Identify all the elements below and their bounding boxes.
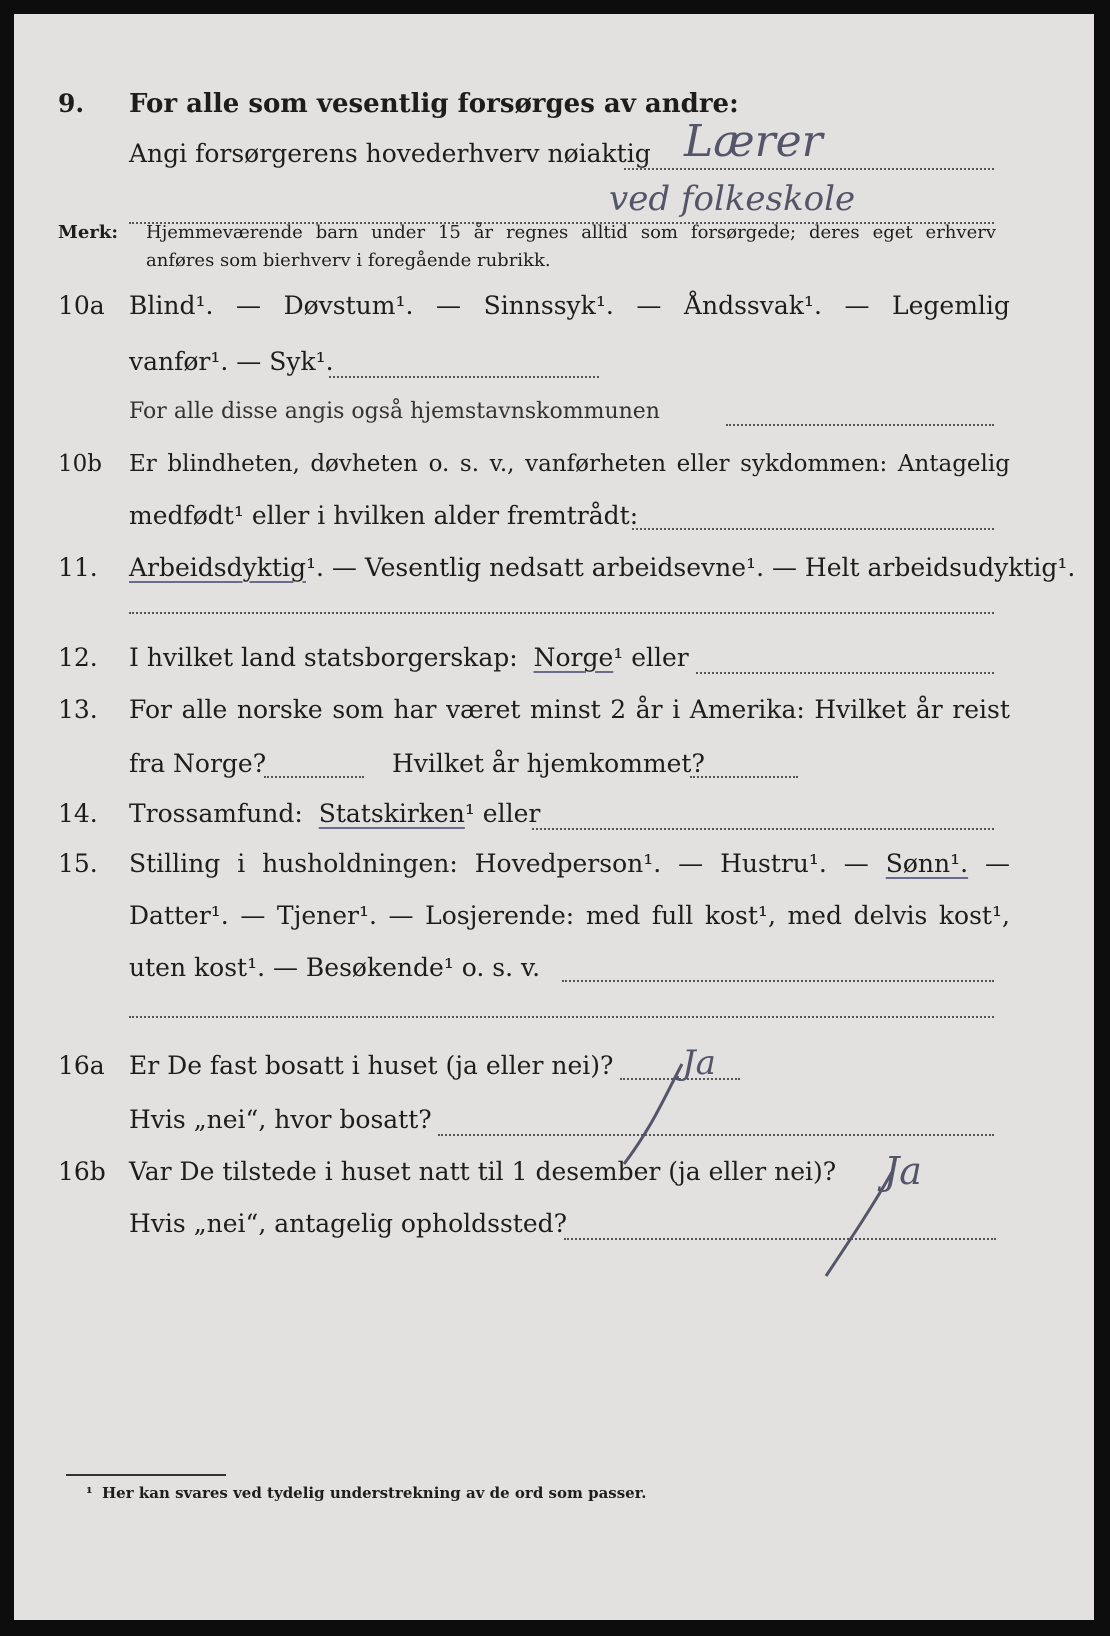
q9-title: For alle som vesentlig forsørges av andre: (129, 89, 739, 119)
q10a-word: Legemlig (892, 291, 1010, 320)
hw-q16a-answer: Ja (682, 1043, 716, 1083)
q15-line2-word: — (240, 901, 266, 930)
q14-number: 14. (58, 799, 98, 828)
q15-line1-word: — (678, 849, 704, 878)
q15-line1-word: husholdningen: (262, 849, 458, 878)
q10b-word: Antagelig (897, 451, 1010, 477)
q13-line-2b: Hvilket år hjemkommet? (392, 749, 705, 778)
q10a-number: 10a (58, 291, 105, 320)
q10a-word: — (636, 291, 662, 320)
q12-number: 12. (58, 643, 98, 672)
census-form-page (14, 14, 1094, 1620)
q15-number: 15. (58, 849, 98, 878)
q15-line2-word: kost¹, (704, 901, 776, 930)
q15-line1-word: — (985, 849, 1010, 878)
q10a-line-3: For alle disse angis også hjemstavnskommunen (129, 399, 660, 424)
q15-line1-word: Hustru¹. (720, 849, 827, 878)
footnote-rule (66, 1474, 226, 1476)
q10b-line-2: medfødt¹ eller i hvilken alder fremtrådt: (129, 501, 639, 530)
q12-post: ¹ eller (613, 643, 689, 672)
q10a-word: Sinnssyk¹. (483, 291, 614, 320)
q16b-line-2: Hvis „nei“, antagelig opholdssted? (129, 1209, 568, 1238)
q15-line2-word: delvis (853, 901, 928, 930)
q9-line-label: Angi forsørgerens hovederhverv nøiaktig (129, 139, 651, 168)
q16a-number: 16a (58, 1051, 105, 1080)
q10b-word: eller (676, 451, 730, 477)
q10b-number: 10b (58, 451, 102, 477)
q10b-word: s. (459, 451, 480, 477)
q10b-word: sykdommen: (740, 451, 888, 477)
q15-line1-word: Hovedperson¹. (474, 849, 662, 878)
q15-line2-word: — (388, 901, 414, 930)
q10b-word: døvheten (310, 451, 418, 477)
hw-q9-answer-2: ved folkeskole (609, 179, 856, 219)
q16a-line-1: Er De fast bosatt i huset (ja eller nei)? (129, 1051, 614, 1080)
q13-word: år (635, 695, 663, 724)
footnote-mark: ¹ (86, 1484, 93, 1502)
q10a-word: — (844, 291, 870, 320)
q15-line2-word: full (651, 901, 694, 930)
q15-line1-word: — (843, 849, 869, 878)
q14-selected-statskirken[interactable]: Statskirken (318, 799, 465, 828)
q13-word: minst (530, 695, 601, 724)
q10b-word: vanførheten (525, 451, 667, 477)
footnote (86, 1484, 647, 1502)
merk-line-2: anføres som bierhverv i foregående rubrikk. (146, 250, 551, 271)
q13-word: år (915, 695, 943, 724)
handwriting-overlay (14, 14, 1094, 1620)
q13-word: reist (952, 695, 1010, 724)
q13-word: 2 (610, 695, 627, 724)
q13-word: som (332, 695, 384, 724)
q11-number: 11. (58, 553, 98, 582)
hw-q9-answer-1: Lærer (684, 116, 823, 167)
q9-number: 9. (58, 89, 85, 118)
q13-word: For (129, 695, 172, 724)
q16b-line-1: Var De tilstede i huset natt til 1 desember (ja eller nei)? (129, 1157, 837, 1186)
q16a-line-2: Hvis „nei“, hvor bosatt? (129, 1105, 432, 1134)
q10a-line-2: vanfør¹. — Syk¹. (129, 347, 334, 376)
q13-word: Amerika: (689, 695, 805, 724)
q15-line2-word: kost¹, (938, 901, 1010, 930)
q10b-word: Er (129, 451, 157, 477)
q14-post: ¹ eller (464, 799, 541, 828)
q13-word: har (393, 695, 437, 724)
q10b-word: v., (489, 451, 515, 477)
q12-label: I hvilket land statsborgerskap: (129, 643, 518, 672)
q15-line1-word: Stilling (129, 849, 221, 878)
q13-word: alle (181, 695, 228, 724)
q13-word: været (446, 695, 521, 724)
q10a-word: Blind¹. (129, 291, 214, 320)
q15-selected-sonn[interactable]: Sønn¹. (885, 849, 969, 878)
q11-rest: ¹. — Vesentlig nedsatt arbeidsevne¹. — Helt arbeidsudyktig¹. (305, 553, 1076, 582)
merk-line-1: Hjemmeværende barn under 15 år regnes alltid som forsørgede; deres eget erhverv (146, 222, 996, 243)
hw-q16a-stroke (624, 1064, 682, 1164)
q15-line2-word: med (585, 901, 641, 930)
q15-line2-word: Losjerende: (425, 901, 575, 930)
q14-label: Trossamfund: (129, 799, 303, 828)
q13-word: i (672, 695, 681, 724)
merk-label: Merk: (58, 222, 118, 243)
q12-selected-norge[interactable]: Norge (533, 643, 614, 672)
q10a-word: Åndssvak¹. (683, 291, 822, 320)
q13-word: Hvilket (814, 695, 907, 724)
q15-line-3: uten kost¹. — Besøkende¹ o. s. v. (129, 953, 541, 982)
q13-line-2a: fra Norge? (129, 749, 267, 778)
hw-q16b-stroke (826, 1172, 892, 1276)
q13-number: 13. (58, 695, 98, 724)
q10a-word: — (236, 291, 261, 320)
hw-q16b-answer: Ja (884, 1149, 922, 1193)
q16b-number: 16b (58, 1157, 106, 1186)
q15-line2-word: Tjener¹. (276, 901, 377, 930)
footnote-text: Her kan svares ved tydelig understrekning av de ord som passer. (102, 1484, 647, 1502)
q15-line2-word: Datter¹. (129, 901, 229, 930)
q10a-word: — (436, 291, 461, 320)
q15-line2-word: med (787, 901, 842, 930)
q15-line1-word: i (237, 849, 246, 878)
q13-word: norske (236, 695, 323, 724)
q10b-word: o. (428, 451, 450, 477)
q10b-word: blindheten, (167, 451, 300, 477)
q10a-word: Døvstum¹. (283, 291, 414, 320)
q11-selected-arbeidsdyktig[interactable]: Arbeidsdyktig (129, 553, 306, 582)
